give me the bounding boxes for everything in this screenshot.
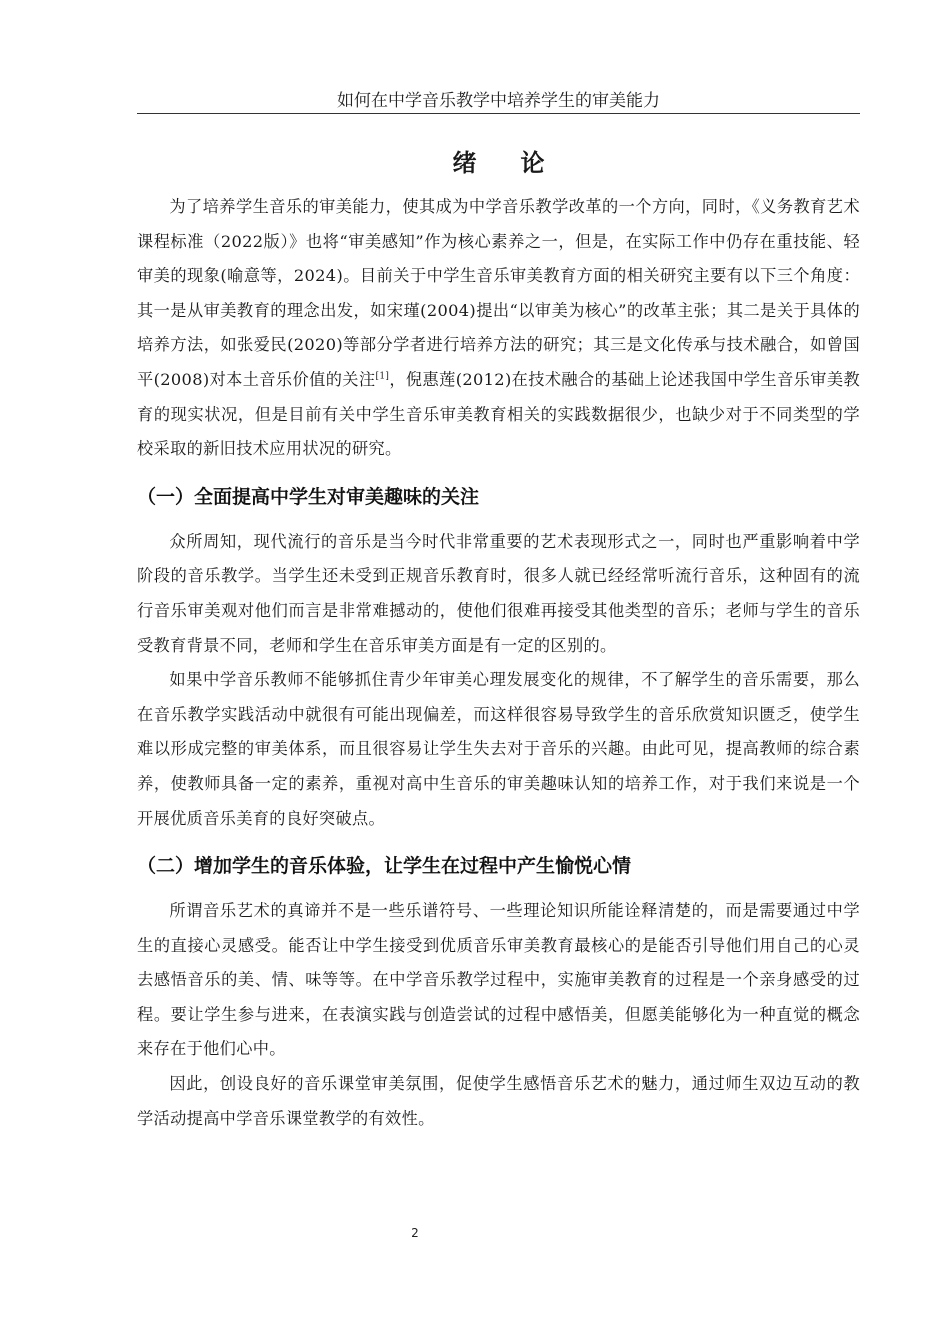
body-text (137, 145, 860, 1136)
section-heading-2: （二）增加学生的音乐体验，让学生在过程中产生愉悦心情 (137, 855, 632, 878)
section-2-paragraph-2: 因此，创设良好的音乐课堂审美氛围，促使学生感悟音乐艺术的魅力，通过师生双边互动的教学活动提高中学音乐课堂教学的有效性。 (137, 1074, 860, 1128)
header-divider (137, 113, 860, 114)
section-1-paragraph-2: 如果中学音乐教师不能够抓住青少年审美心理发展变化的规律，不了解学生的音乐需要，那么在音乐教学实践活动中就很有可能出现偏差，而这样很容易导致学生的音乐欣赏知识匮乏，使学生难以形成完整的审美体系，而且很容易让学生失去对于音乐的兴趣。由此可见，提高教师的综合素养，使教师具备一定的素养，重视对高中生音乐的审美趣味认知的培养工作，对于我们来说是一个开展优质音乐美育的良好突破点。 (137, 670, 860, 828)
citation-marker[interactable]: [1] (375, 371, 390, 382)
page-number: 2 (411, 1226, 419, 1240)
page-title: 绪论 (452, 148, 589, 177)
intro-text-part2: ，倪惠莲(2012)在技术融合的基础上论述我国中学生音乐审美教育的现实状况，但是目前有关中学生音乐审美教育相关的实践数据很少，也缺少对于不同类型的学校采取的新旧技术应用状况的研究。 (137, 369, 860, 459)
intro-paragraph (137, 190, 860, 467)
section-heading-1: （一）全面提高中学生对审美趣味的关注 (137, 485, 480, 508)
section-1-paragraph-1: 众所周知，现代流行的音乐是当今时代非常重要的艺术表现形式之一，同时也严重影响着中学阶段的音乐教学。当学生还未受到正规音乐教育时，很多人就已经经常听流行音乐，这种固有的流行音乐审美观对他们而言是非常难撼动的，使他们很难再接受其他类型的音乐；老师与学生的音乐受教育背景不同，老师和学生在音乐审美方面是有一定的区别的。 (137, 531, 860, 655)
section-2-paragraph-1: 所谓音乐艺术的真谛并不是一些乐谱符号、一些理论知识所能诠释清楚的，而是需要通过中学生的直接心灵感受。能否让中学生接受到优质音乐审美教育最核心的是能否引导他们用自己的心灵去感悟音乐的美、情、味等等。在中学音乐教学过程中，实施审美教育的过程是一个亲身感受的过程。要让学生参与进来，在表演实践与创造尝试的过程中感悟美，但愿美能够化为一种直觉的概念来存在于他们心中。 (137, 901, 860, 1059)
intro-text-part1: 为了培养学生音乐的审美能力，使其成为中学音乐教学改革的一个方向，同时，《义务教育艺术课程标准（2022版）》也将“审美感知”作为核心素养之一，但是，在实际工作中仍存在重技能、轻审美的现象(喻意等，2024)。目前关于中学生音乐审美教育方面的相关研究主要有以下三个角度：其一是从审美教育的理念出发，如宋瑾(2004)提出“以审美为核心”的改革主张；其二是关于具体的培养方法，如张爱民(2020)等部分学者进行培养方法的研究；其三是文化传承与技术融合，如曾国平(2008)对本土音乐价值的关注 (137, 197, 860, 389)
running-header: 如何在中学音乐教学中培养学生的审美能力 (337, 91, 660, 111)
